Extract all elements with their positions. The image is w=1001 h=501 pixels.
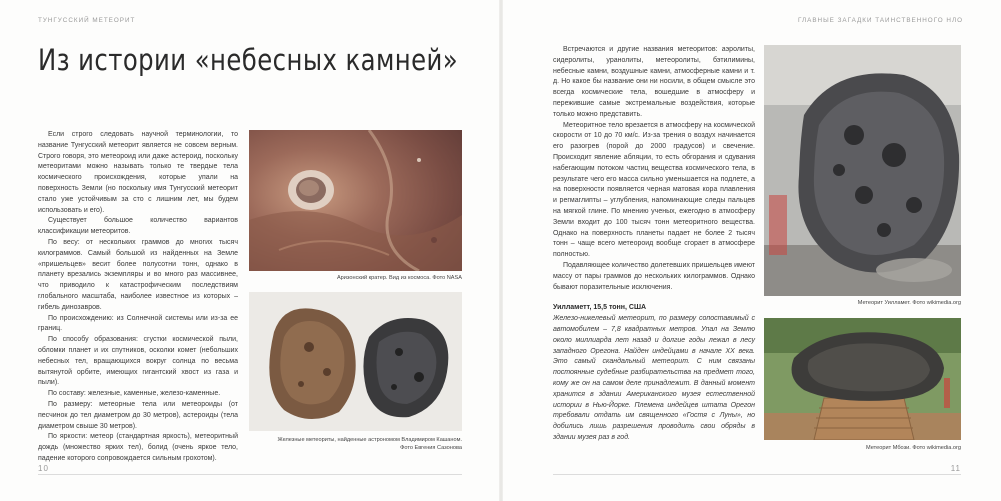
- left-text-column: [38, 130, 238, 465]
- paragraph: По яркости: метеор (стандартная яркость), метеоритный дождь (множество ярких тел), болид (очень яркое тело, падение которого сопровождается сильным грохотом).: [38, 433, 238, 462]
- right-footer-rule: [553, 474, 961, 475]
- mbosi-caption: Метеорит Мбози. Фото wikimedia.org: [865, 445, 961, 451]
- page-title: Из истории «небесных камней»: [38, 43, 459, 77]
- paragraph: Если строго следовать научной терминологии, то название Тунгусский метеорит является не совсем верным. Строго говоря, это метеороид или даже астероид, поскольку метеоритами можно называть только те твердые тела космического происхождения, которые упали на поверхность Земли (но поскольку имя Тунгусский метеорит стало уже устойчивым за сто с лишним лет, мы будем использовать и его).: [38, 131, 238, 214]
- right-page-number: 11: [950, 464, 961, 473]
- paragraph: По способу образования: сгустки космической пыли, обломки планет и их спутников, осколки комет (небольших небесных тел, вращающихся вокруг солнца по весьма вытянутой орбите, имеющих гигантский хвост из газа и пыли).: [38, 336, 238, 387]
- caption-line: Фото Евгения Сазонова: [400, 445, 462, 451]
- left-page-number: 10: [38, 464, 49, 473]
- willamette-caption: Метеорит Уилламет. Фото wikimedia.org: [857, 300, 961, 306]
- left-footer-rule: [38, 474, 462, 475]
- paragraph: По составу: железные, каменные, железо-каменные.: [48, 390, 221, 398]
- paragraph: Метеоритное тело врезается в атмосферу на космической скорости от 10 до 70 км/с. Из-за трения о воздух начинается его разогрев (порой до 2000 градусов) и свечение. Происходит явление абляции, то есть обгорания и сдувания набегающим потоком частиц вещества космического тела, в результате чего его масса сильно уменьшается на подлете, а на поверхности появляется черная матовая кора плавления и регмаглипты – углубления, напоминающие следы пальцев на мягкой глине. По мнению ученых, ежегодно в атмосферу Земли входит до 100 тысяч тонн метеоритного вещества. Однако на поверхность планеты падает не более 2 тысяч тонн – чаще всего метеороид вообще сгорает в атмосфере полностью.: [553, 121, 755, 259]
- willamette-photo: [764, 45, 961, 296]
- paragraph: Встречаются и другие названия метеоритов: аэролиты, сидеролиты, уранолиты, метеоролиты, бэтилимины, небесные камни, воздушные камни, атмосферные камни и т. д. Но какое бы название они ни носили, в общем смысле это всегда космические тела, вошедшие в атмосферу и пережившие самые экстремальные воздействия, которые только можно представить.: [553, 46, 755, 118]
- paragraph: По размеру: метеорные тела или метеороиды (от песчинок до тел диаметром до 30 метров), астероиды (тела диаметром свыше 30 метров).: [38, 400, 238, 430]
- right-running-head: ГЛАВНЫЕ ЗАГАДКИ ТАИНСТВЕННОГО НЛО: [797, 17, 963, 24]
- paragraph: Подавляющее количество долетевших пришельцев имеют массу от пары граммов до нескольких килограммов. Однако бывают поразительные исключения.: [553, 261, 755, 291]
- crater-photo: [249, 130, 462, 271]
- section-heading: Уилламетт, 15,5 тонн, США: [553, 304, 647, 312]
- paragraph: По происхождению: из Солнечной системы или из-за ее границ.: [38, 314, 238, 333]
- iron-meteorites-caption: [249, 436, 462, 452]
- iron-meteorites-photo: [249, 292, 462, 431]
- paragraph: Существует большое количество вариантов классификации метеоритов.: [38, 217, 238, 236]
- left-running-head: ТУНГУССКИЙ МЕТЕОРИТ: [38, 17, 136, 24]
- caption-line: Железные метеориты, найденные астрономом Владимиром Кашаном.: [277, 437, 462, 443]
- paragraph: По весу: от нескольких граммов до многих тысяч килограммов. Самый большой из найденных на Земле «пришельцев» весит более полусотни тонн, однако в планету врезались экземпляры и во много раз массивнее, что приводило к катастрофическим последствиям глобального масштаба, наиболее известное из которых – гибель динозавров.: [38, 238, 238, 311]
- mbosi-photo: [764, 318, 961, 440]
- book-gutter: [499, 0, 503, 501]
- right-text-column: [553, 45, 755, 444]
- section-text: Железо-никелевый метеорит, по размеру сопоставимый с автомобилем – 7,8 квадратных метров. Упал на Землю около миллиарда лет назад и долгие годы лежал в лесу западного Орегона. Найден индейцами в начале XX века. Это самый скандальный метеорит. С ним связаны постоянные судебные разбирательства на предмет того, кому же он на самом деле принадлежит. В данный момент хранится в здании Американского музея естественной истории в Нью-Йорке. Племена индейцев штата Орегон требовали отдать им священного «Гостя с Луны», но добились лишь разрешения проводить свои обряды в здании музея раз в год.: [553, 315, 755, 441]
- crater-caption: Аризонский кратер. Вид из космоса. Фото NASA: [336, 275, 462, 281]
